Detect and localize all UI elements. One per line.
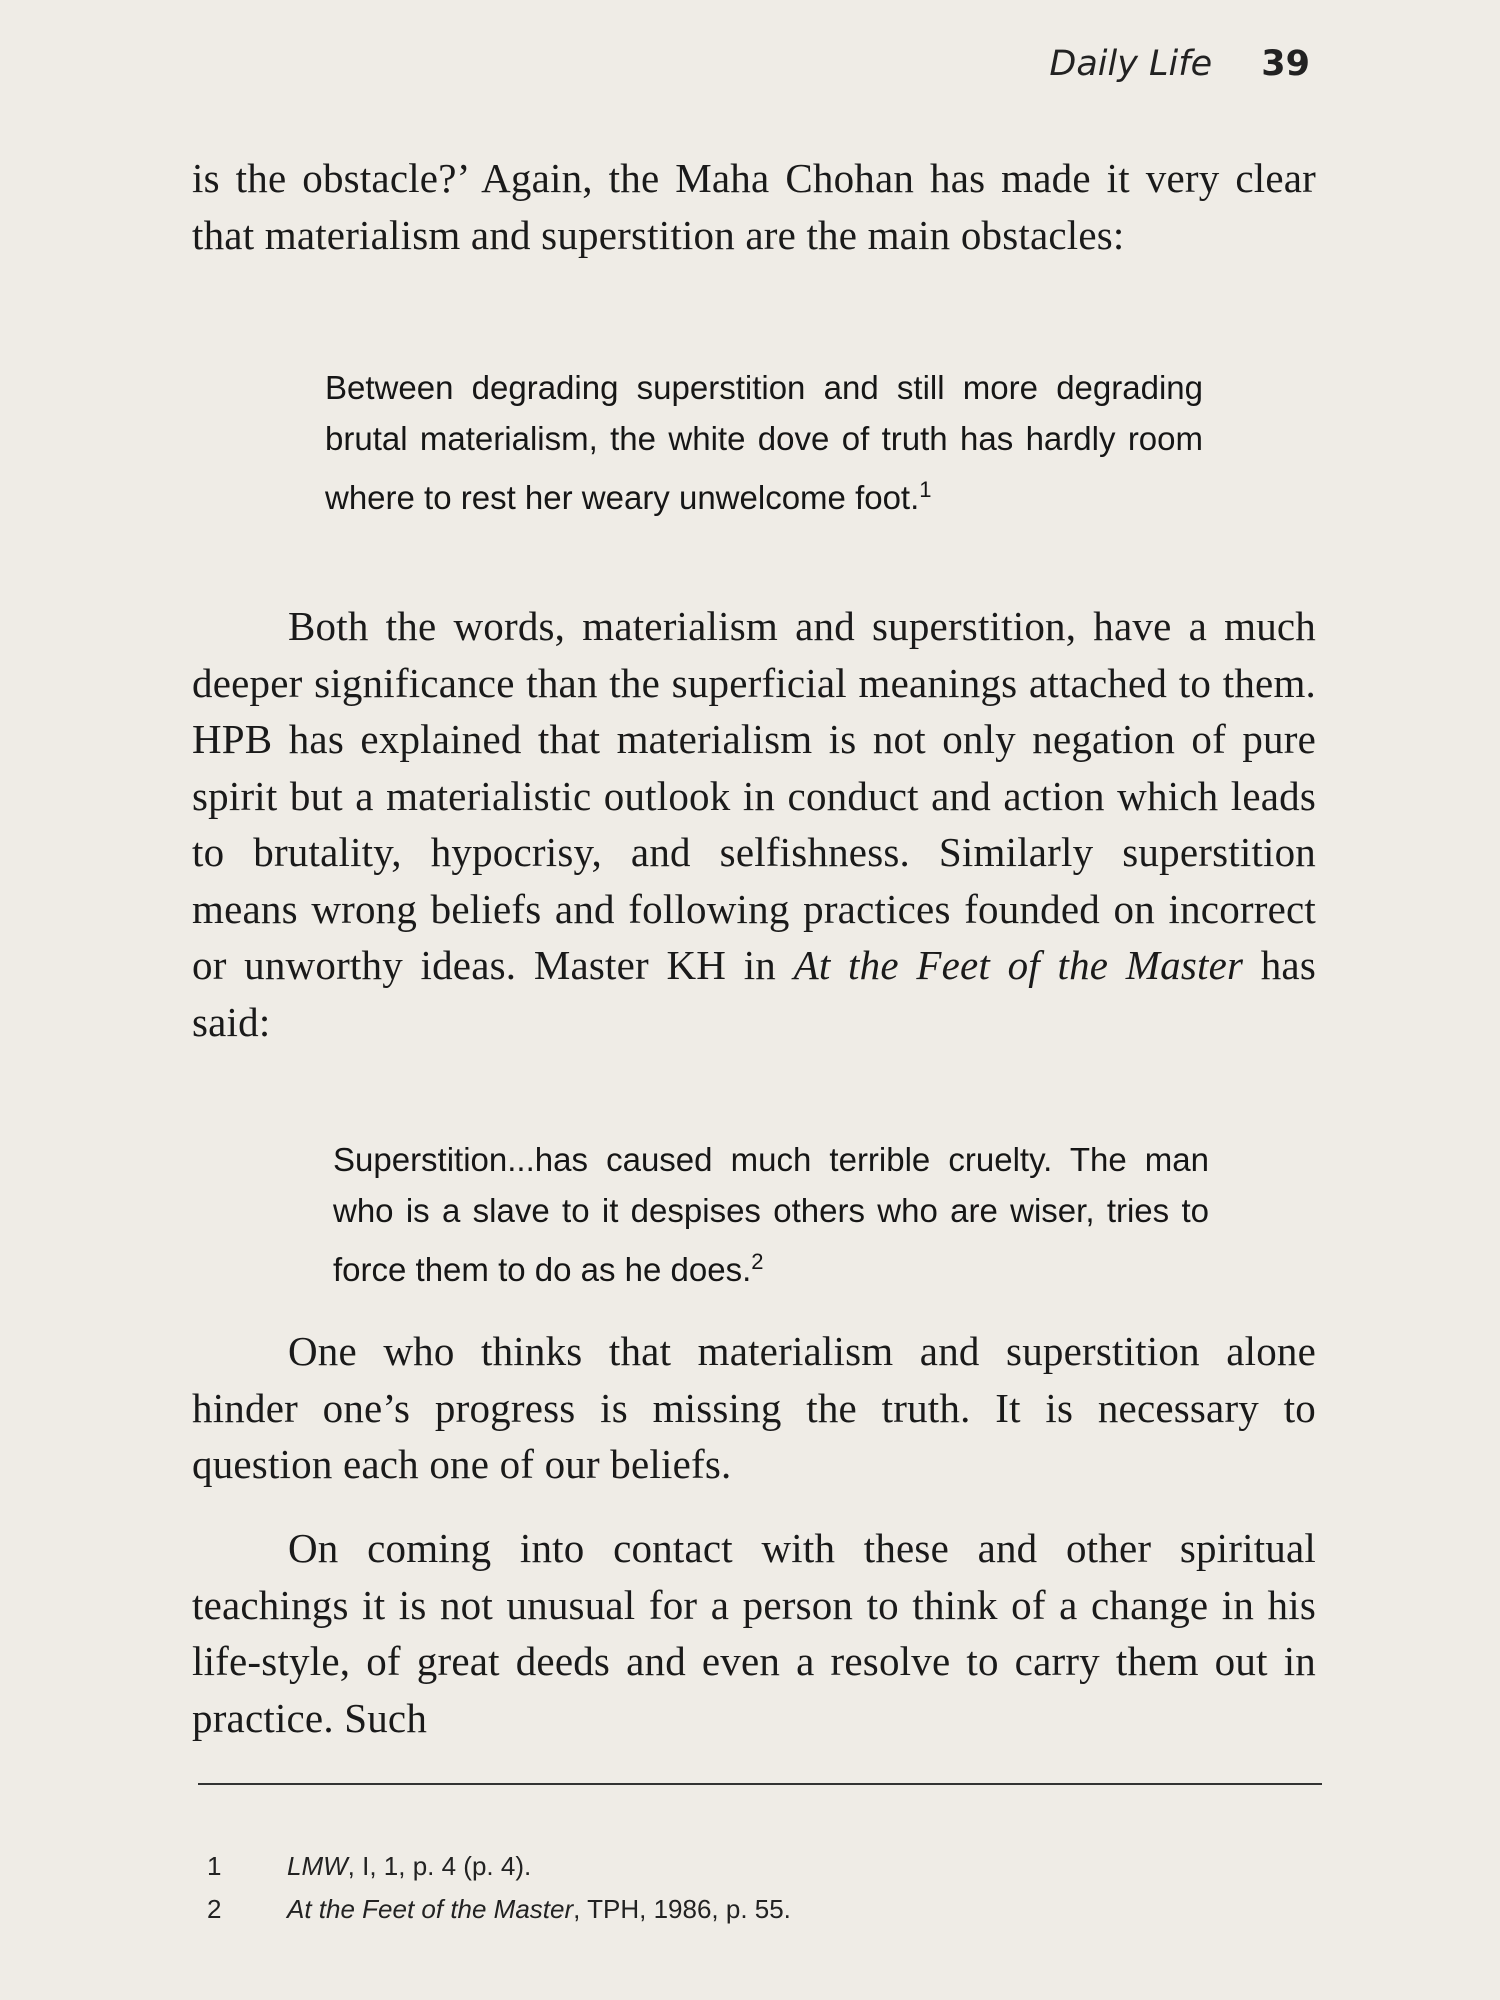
block-quote-2 — [333, 1134, 1209, 1295]
footnote-1-source: LMW — [287, 1851, 348, 1881]
paragraph-2-text: Both the words, materialism and superstition, have a much deeper significance than the superficial meanings attached to them. HPB has explained that materialism is not only negation of pure spirit but a materialistic outlook in conduct and action which leads to brutality, hypocrisy, and selfishness. Similarly superstition means wrong beliefs and following practices founded on incorrect or unworthy ideas. — [192, 603, 1316, 988]
paragraph-2-block — [192, 598, 1316, 1050]
book-title-reference: At the Feet of the Master — [793, 942, 1244, 988]
paragraph-2 — [192, 598, 1316, 1050]
footnote-2-detail: , TPH, 1986, p. 55. — [573, 1894, 791, 1924]
paragraph-3: One who thinks that materialism and superstition alone hinder one’s progress is missing the truth. It is necessary to question each one of our beliefs. — [192, 1328, 1316, 1487]
footnote-1-number: 1 — [207, 1851, 222, 1881]
paragraph-2-tail-before: Master KH in — [533, 942, 794, 988]
block-quote-1-text: Between degrading superstition and still more degrading brutal materialism, the white dove of truth has hardly room where to rest her weary unwelcome foot. — [325, 369, 1203, 516]
header-section-title: Daily Life — [1049, 44, 1213, 84]
paragraph-4: On coming into contact with these and other spiritual teachings it is not unusual for a person to think of a change in his life-style, of great deeds and even a resolve to carry them out in practice. Such — [192, 1525, 1316, 1741]
footnote-ref-2: 2 — [751, 1249, 764, 1274]
paragraph-2-tail-after: has said: — [192, 942, 1316, 1045]
footnotes — [207, 1845, 1307, 1931]
footnote-1 — [207, 1845, 1307, 1888]
paragraph-3-block — [192, 1323, 1316, 1493]
footnote-2-source: At the Feet of the Master — [287, 1894, 574, 1924]
paragraph-4-block — [192, 1520, 1316, 1746]
footnote-divider — [198, 1783, 1322, 1785]
page-number: 39 — [1261, 44, 1310, 84]
block-quote-1 — [325, 362, 1203, 523]
footnote-2-number: 2 — [207, 1894, 222, 1924]
footnote-ref-1: 1 — [919, 477, 932, 502]
footnote-1-detail: , I, 1, p. 4 (p. 4). — [347, 1851, 532, 1881]
running-header — [1049, 44, 1310, 84]
footnote-2 — [207, 1888, 1307, 1931]
block-quote-2-text: Superstition...has caused much terrible cruelty. The man who is a slave to it despises others who are wiser, tries to force them to do as he does. — [333, 1141, 1209, 1288]
paragraph-1-block — [192, 150, 1316, 263]
paragraph-1: is the obstacle?’ Again, the Maha Chohan has made it very clear that materialism and superstition are the main obstacles: — [192, 155, 1316, 258]
